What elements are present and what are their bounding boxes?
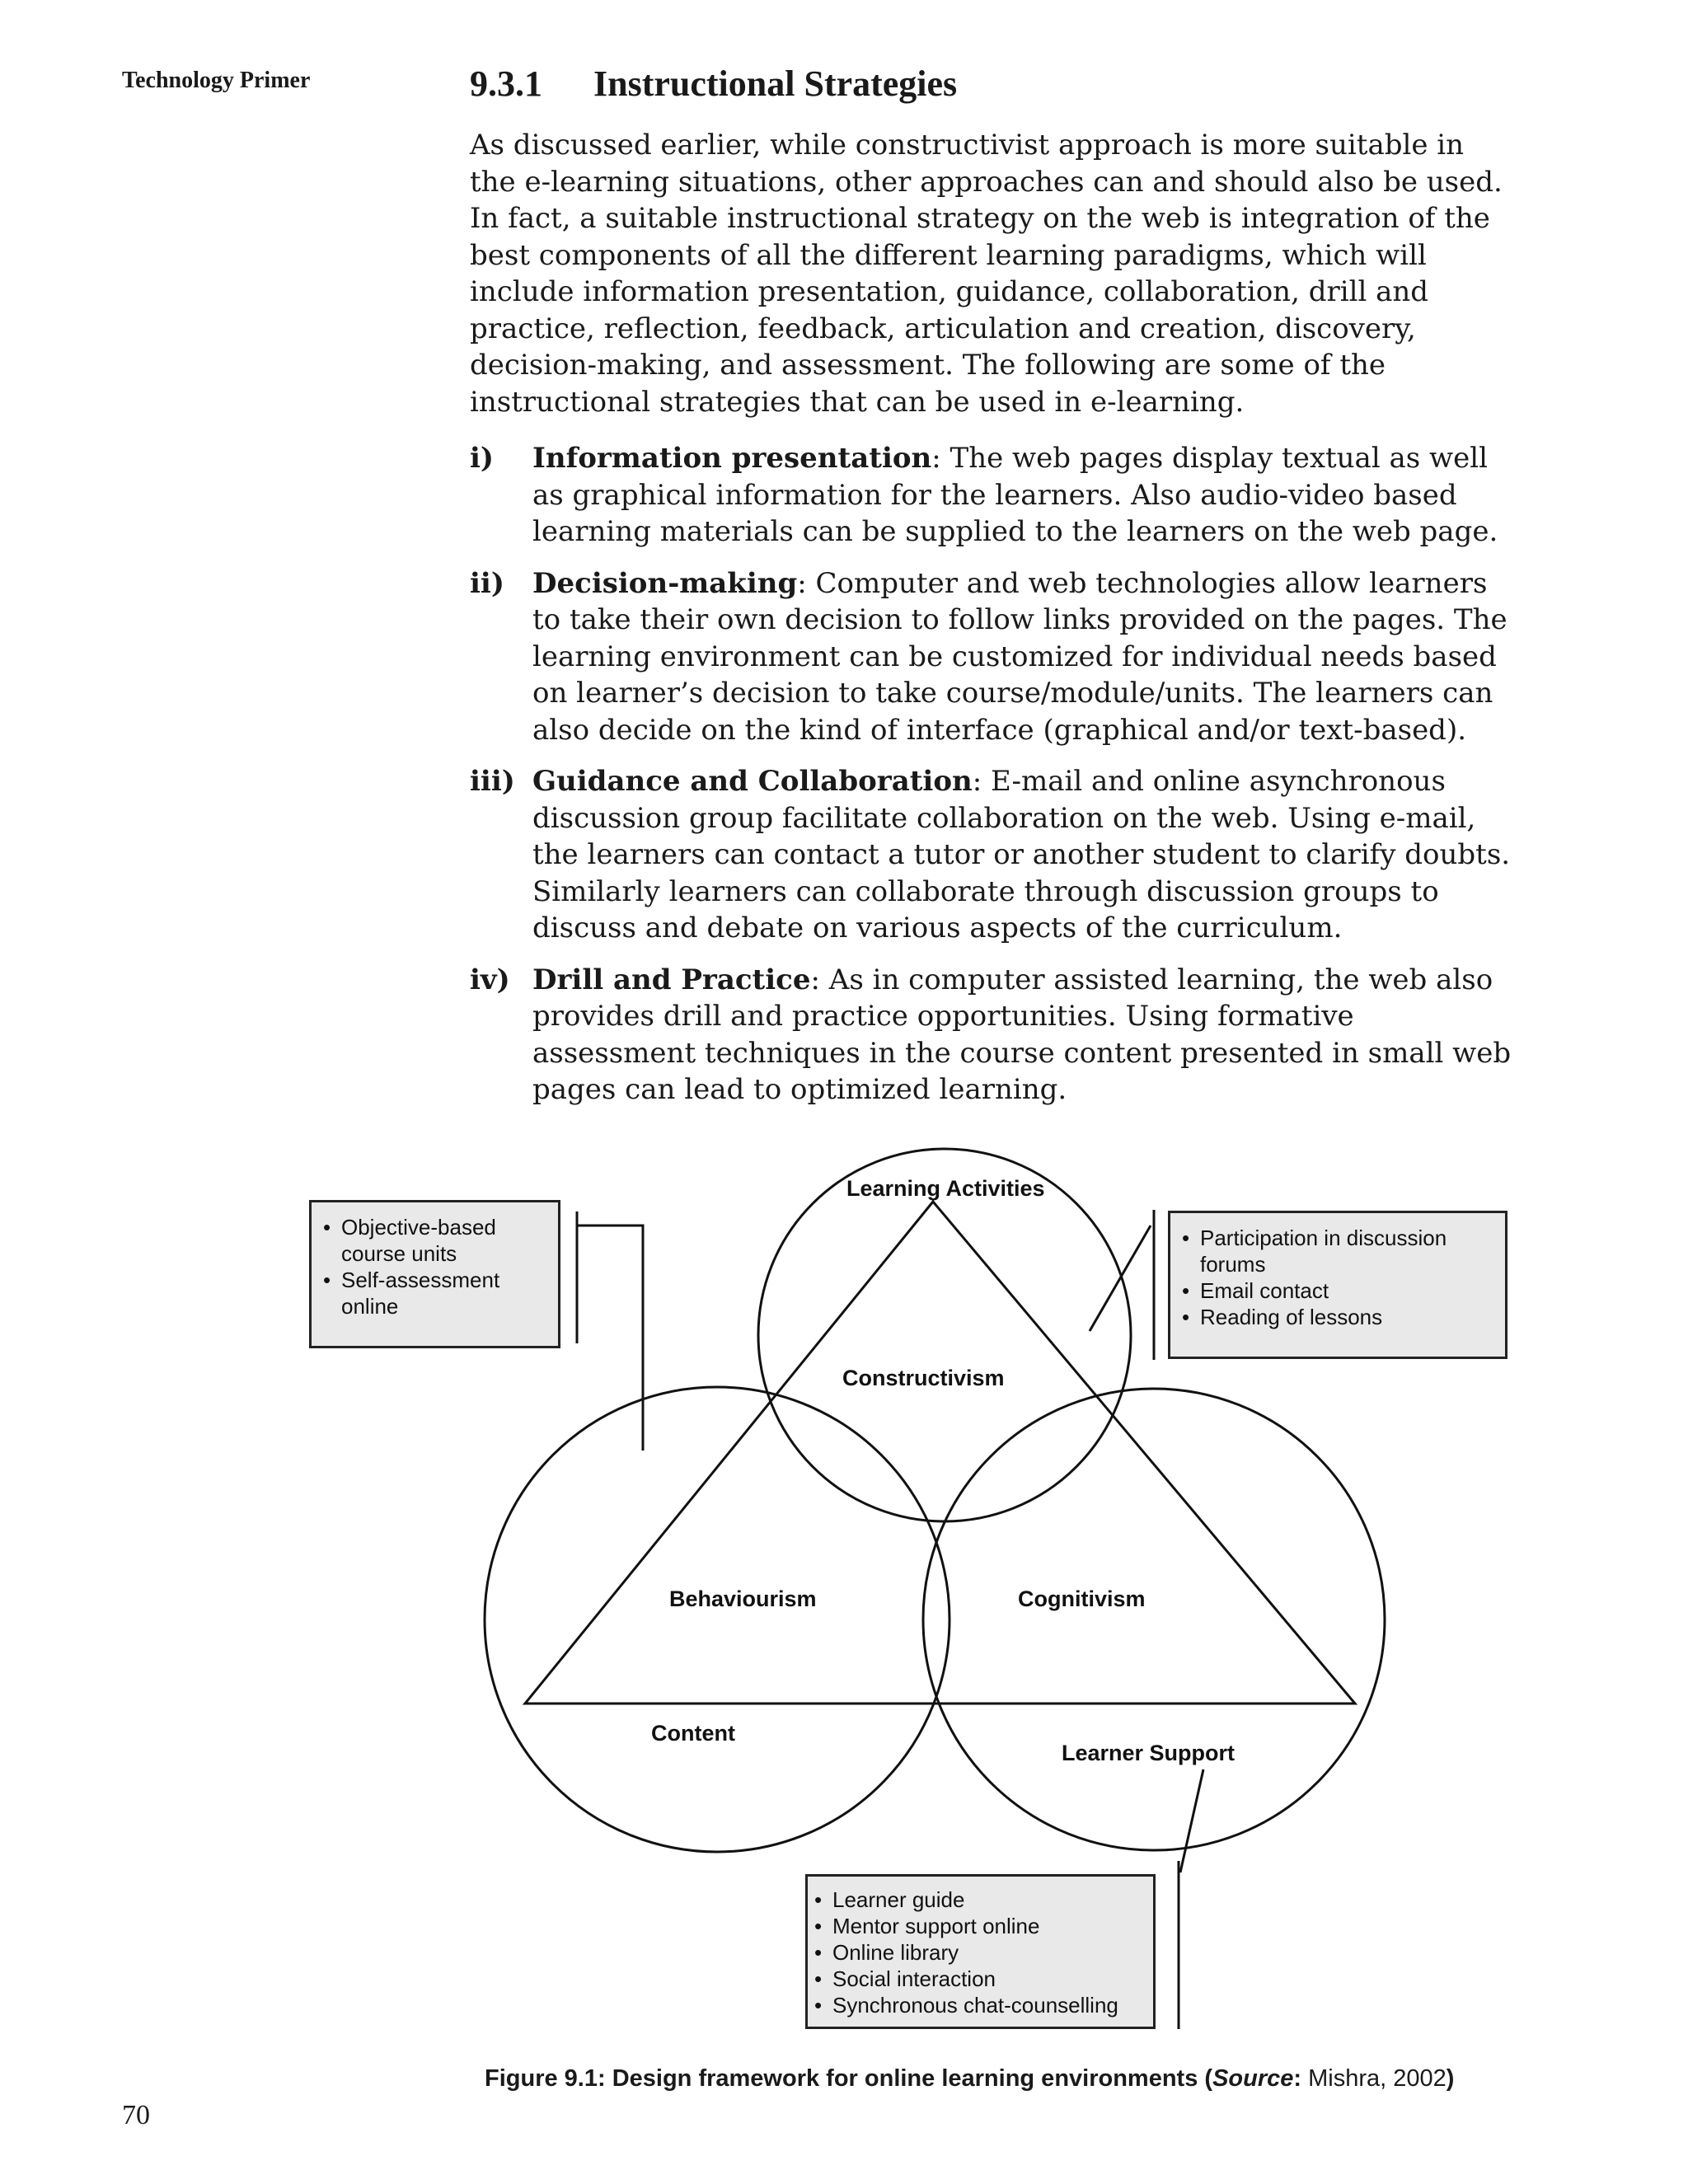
callout-item: • Social interaction <box>813 1966 1143 1992</box>
caption-reference: Mishra, 2002 <box>1308 2065 1447 2092</box>
strategy-numeral: iii) <box>470 765 515 798</box>
callout-item: • Self-assessment online <box>321 1267 548 1319</box>
strategy-description: : E-mail and online asynchronous discussion group facilitate collaboration on the web. Using e-mail, the learners can contact a tutor or another student to clarify doubts. Similarly learners can collaborate through discussion groups to discuss and debate on various aspects of the curriculum. <box>532 765 1511 944</box>
strategy-term: Guidance and Collaboration <box>532 765 973 798</box>
strategy-term: Decision-making <box>532 566 798 600</box>
learner-support-label: Learner Support <box>1062 1741 1236 1765</box>
figure-caption <box>485 2065 1454 2093</box>
learning-activities-circle <box>758 1149 1131 1521</box>
strategy-term: Information presentation <box>532 442 932 475</box>
callout-item: • Objective-based course units <box>321 1214 548 1267</box>
callout-item: • Online library <box>813 1939 1143 1966</box>
caption-prefix: Figure 9.1: Design framework for online learning environments ( <box>485 2065 1213 2092</box>
constructivism-label: Constructivism <box>842 1366 1005 1390</box>
strategy-numeral: ii) <box>470 566 504 600</box>
learner-support-circle <box>923 1389 1385 1850</box>
behaviourism-label: Behaviourism <box>669 1586 817 1611</box>
support-callout-list <box>813 1886 1143 2018</box>
page-number: 70 <box>122 2100 150 2130</box>
callout-item: • Reading of lessons <box>1180 1304 1495 1330</box>
caption-source-label: Source <box>1212 2065 1294 2092</box>
activities-callout-list <box>1180 1225 1495 1330</box>
callout-item: • Synchronous chat-counselling <box>813 1992 1143 2018</box>
strategy-term: Drill and Practice <box>532 963 811 996</box>
section-number: 9.3.1 <box>470 63 542 104</box>
content-callout-list <box>321 1214 548 1319</box>
strategy-numeral: i) <box>470 442 495 475</box>
activities-pointer <box>1090 1226 1151 1331</box>
strategy-description: : As in computer assisted learning, the web also provides drill and practice opportunities. Using formative assessment techniques in the course content presented in small web pages can lead to optimized learning. <box>532 963 1512 1106</box>
support-callout-box <box>805 1874 1156 2029</box>
support-pointer <box>1180 1769 1203 1872</box>
callout-item: • Email contact <box>1180 1277 1495 1304</box>
strategy-numeral: iv) <box>470 963 510 996</box>
learning-activities-label: Learning Activities <box>846 1176 1045 1201</box>
callout-item: • Learner guide <box>813 1886 1143 1913</box>
activities-callout-box <box>1168 1211 1507 1359</box>
callout-item: • Participation in discussion forums <box>1180 1225 1495 1277</box>
content-box-connector <box>577 1226 643 1451</box>
callout-item: • Mentor support online <box>813 1913 1143 1939</box>
cognitivism-label: Cognitivism <box>1018 1586 1146 1611</box>
caption-colon: : <box>1293 2065 1309 2092</box>
caption-suffix: ) <box>1446 2065 1455 2092</box>
strategy-description: : Computer and web technologies allow learners to take their own decision to follow links provided on the pages. The learning environment can be customized for individual needs based on learner’s decision to take course/module/units. The learners can also decide on the kind of interface (graphical and/or text-based). <box>532 566 1507 747</box>
content-callout-box <box>309 1200 560 1348</box>
running-head: Technology Primer <box>122 68 311 93</box>
section-title: Instructional Strategies <box>593 63 958 104</box>
content-circle <box>485 1387 950 1852</box>
content-label: Content <box>651 1721 735 1746</box>
strategy-description: : The web pages display textual as well as graphical information for the learners. Also audio-video based learning materials can be supplied to the learners on the web page. <box>532 442 1498 548</box>
intro-paragraph: As discussed earlier, while constructivist approach is more suitable in the e-learning situations, other approaches can and should also be used. In fact, a suitable instructional strategy on the web is integration of the best components of all the different learning paradigms, which will include information presentation, guidance, collaboration, drill and practice, reflection, feedback, articulation and creation, discovery, decision-making, and assessment. The following are some of the instructional strategies that can be used in e-learning. <box>470 129 1503 419</box>
